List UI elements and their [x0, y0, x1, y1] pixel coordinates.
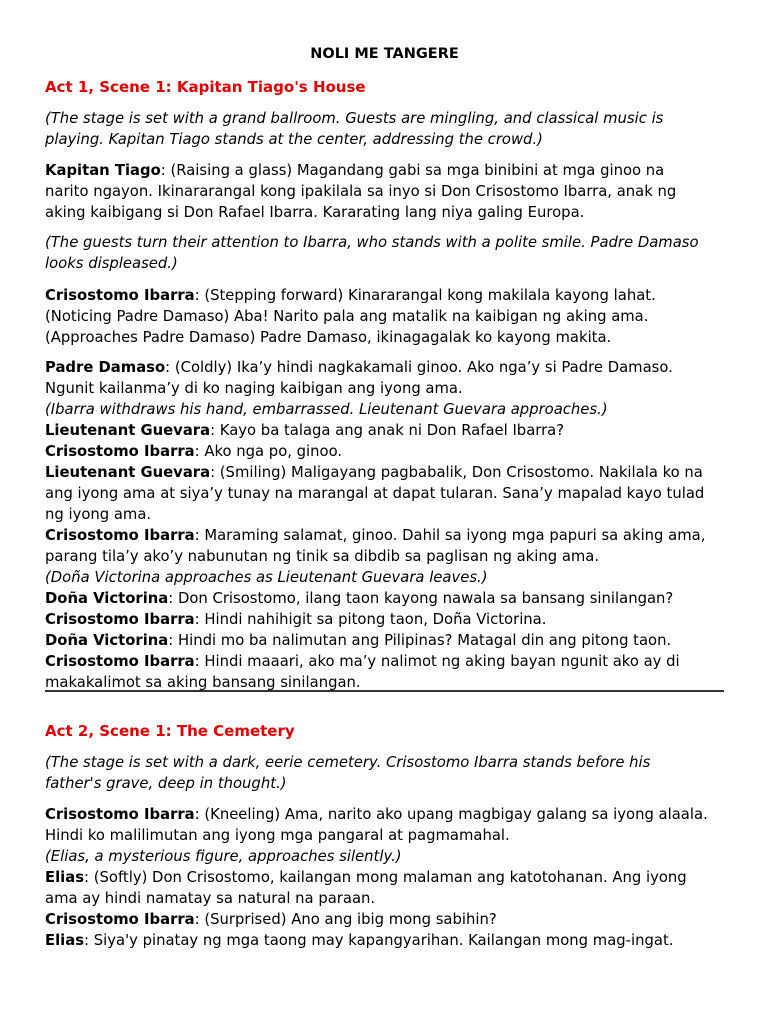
dialogue-text: : Don Crisostomo, ilang taon kayong nawala sa bansang sinilangan? [168, 590, 674, 607]
speaker-name: Elias [45, 932, 85, 949]
stage-direction-line: father's grave, deep in thought.) [45, 775, 287, 792]
speaker-name: Crisostomo Ibarra [45, 611, 195, 628]
dialogue-text: : Siya'y pinatay ng mga taong may kapangyarihan. Kailangan mong mag-ingat. [84, 932, 674, 949]
speaker-name: Doña Victorina [45, 590, 169, 607]
act1-dialogue-block [45, 357, 724, 693]
stage-direction-line: (Ibarra withdraws his hand, embarrassed. Lieutenant Guevara approaches.) [45, 401, 608, 418]
stage-direction-line: (Elias, a mysterious figure, approaches silently.) [45, 848, 402, 865]
dialogue-text: : Ako nga po, ginoo. [194, 443, 343, 460]
speaker-name: Crisostomo Ibarra [45, 806, 195, 823]
stage-direction-line: (The guests turn their attention to Ibarra, who stands with a polite smile. Padre Damaso [45, 234, 699, 251]
dialogue-text: ang iyong ama at siya’y tunay na marangal at dapat tularan. Sana’y mapalad kayo tulad [45, 485, 705, 502]
act2-dialogue-block [45, 804, 724, 951]
speaker-name: Doña Victorina [45, 632, 169, 649]
stage-direction-line: looks displeased.) [45, 255, 178, 272]
dialogue-text: (Approaches Padre Damaso) Padre Damaso, ikinagagalak ko kayong makita. [45, 329, 612, 346]
section-divider [45, 690, 724, 692]
dialogue-text: : Hindi nahihigit sa pitong taon, Doña Victorina. [194, 611, 547, 628]
speaker-name: Crisostomo Ibarra [45, 443, 195, 460]
speaker-name: Lieutenant Guevara [45, 422, 211, 439]
dialogue-text: (Noticing Padre Damaso) Aba! Narito pala ang matalik na kaibigan ng aking ama. [45, 308, 649, 325]
dialogue-text: : Hindi mo ba nalimutan ang Pilipinas? Matagal din ang pitong taon. [168, 632, 672, 649]
dialogue-text: aking kaibigang si Don Rafael Ibarra. Kararating lang niya galing Europa. [45, 204, 585, 221]
speaker-name: Crisostomo Ibarra [45, 527, 195, 544]
dialogue-text: ng iyong ama. [45, 506, 152, 523]
dialogue-text: : Maraming salamat, ginoo. Dahil sa iyong mga papuri sa aking ama, [194, 527, 706, 544]
dialogue-text: Ngunit kailanma’y di ko naging kaibigan ang iyong ama. [45, 380, 463, 397]
speaker-name: Padre Damaso [45, 359, 166, 376]
dialogue-text: parang tila’y ako’y nabunutan ng tinik sa dibdib sa paglisan ng aking ama. [45, 548, 600, 565]
stage-direction-line: (The stage is set with a dark, eerie cemetery. Crisostomo Ibarra stands before his [45, 754, 651, 771]
speaker-name: Crisostomo Ibarra [45, 653, 195, 670]
document-title: NOLI ME TANGERE [310, 46, 459, 62]
dialogue-text: : Hindi maaari, ako ma’y nalimot ng aking bayan ngunit ako ay di [194, 653, 680, 670]
act1-stage-direction-2 [45, 232, 724, 274]
dialogue-text: : (Smiling) Maligayang pagbabalik, Don Crisostomo. Nakilala ko na [210, 464, 703, 481]
speaker-name: Crisostomo Ibarra [45, 287, 195, 304]
dialogue-text: : (Softly) Don Crisostomo, kailangan mong malaman ang katotohanan. Ang iyong [84, 869, 687, 886]
dialogue-text: : Kayo ba talaga ang anak ni Don Rafael Ibarra? [210, 422, 565, 439]
dialogue-text: : (Stepping forward) Kinararangal kong makilala kayong lahat. [194, 287, 656, 304]
dialogue-ibarra-1 [45, 285, 724, 348]
dialogue-kapitan-tiago [45, 160, 724, 223]
act2-stage-direction [45, 752, 724, 794]
dialogue-text: : (Coldly) Ika’y hindi nagkakamali ginoo. Ako nga’y si Padre Damaso. [165, 359, 673, 376]
stage-direction-line: playing. Kapitan Tiago stands at the center, addressing the crowd.) [45, 131, 543, 148]
dialogue-text: makakalimot sa aking bansang sinilangan. [45, 674, 361, 691]
dialogue-text: ama ay hindi namatay sa natural na paraan. [45, 890, 376, 907]
dialogue-text: : (Kneeling) Ama, narito ako upang magbigay galang sa iyong alaala. [194, 806, 708, 823]
dialogue-text: Hindi ko malilimutan ang iyong mga pangaral at pagmamahal. [45, 827, 510, 844]
act1-scene-heading: Act 1, Scene 1: Kapitan Tiago's House [45, 78, 366, 96]
speaker-name: Kapitan Tiago [45, 162, 161, 179]
dialogue-text: narito ngayon. Ikinararangal kong ipakilala sa inyo si Don Crisostomo Ibarra, anak ng [45, 183, 677, 200]
speaker-name: Lieutenant Guevara [45, 464, 211, 481]
act2-scene-heading: Act 2, Scene 1: The Cemetery [45, 722, 295, 740]
speaker-name: Crisostomo Ibarra [45, 911, 195, 928]
act1-stage-direction [45, 108, 724, 150]
dialogue-text: : (Raising a glass) Magandang gabi sa mga binibini at mga ginoo na [160, 162, 665, 179]
stage-direction-line: (The stage is set with a grand ballroom. Guests are mingling, and classical music is [45, 110, 664, 127]
stage-direction-line: (Doña Victorina approaches as Lieutenant Guevara leaves.) [45, 569, 488, 586]
dialogue-text: : (Surprised) Ano ang ibig mong sabihin? [194, 911, 497, 928]
speaker-name: Elias [45, 869, 85, 886]
